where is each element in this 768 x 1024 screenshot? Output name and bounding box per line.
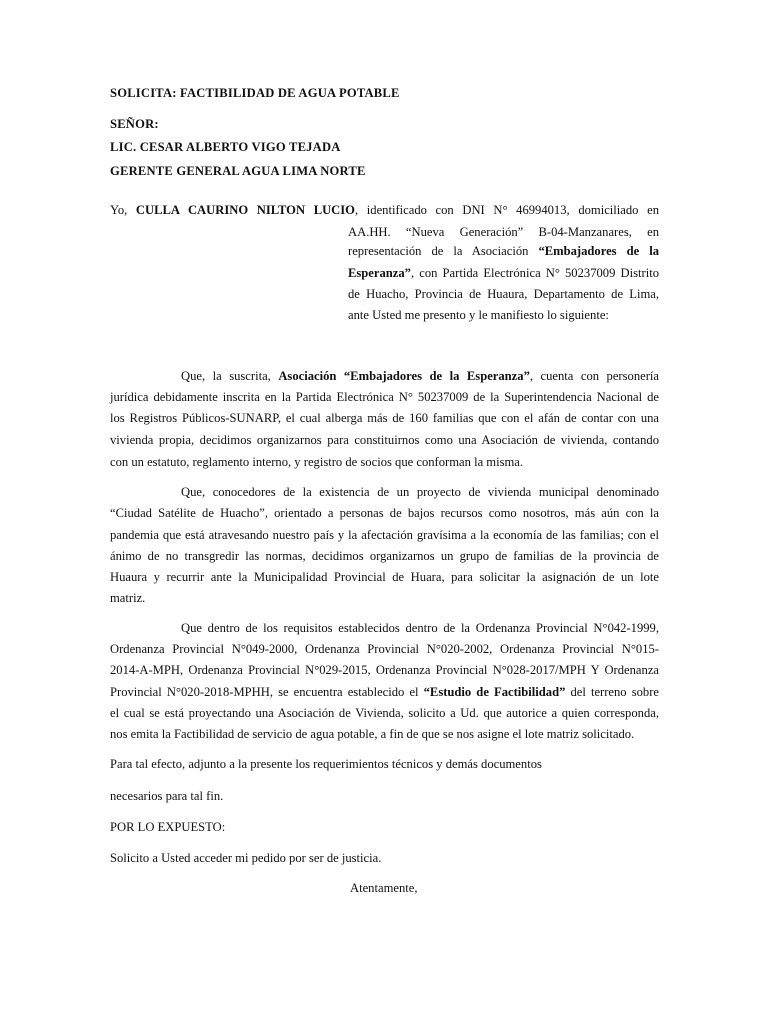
intro-line-3: [348, 243, 659, 259]
intro-line-4-rest: , con Partida Electrónica N° 50237009 Distrito: [410, 266, 659, 280]
para1-line-2: jurídica debidamente inscrita en la Partida Electrónica N° 50237009 de la Superintendencia Nacional de: [110, 390, 659, 404]
association-reference: Asociación “Embajadores de la Esperanza”: [278, 369, 530, 383]
association-name-part2: Esperanza”: [348, 266, 411, 280]
intro-yo: Yo,: [110, 203, 128, 217]
intro-line-6: ante Usted me presento y le manifiesto lo siguiente:: [348, 308, 609, 322]
para1-line-1: [181, 368, 659, 384]
para1-line-4: vivienda propia, decidimos organizarnos para constituirnos como una Asociación de vivienda, contando: [110, 433, 659, 447]
para1-line-3: los Registros Públicos-SUNARP, el cual alberga más de 160 familias que con el afán de contar con una: [110, 411, 659, 425]
para3-line-4: [110, 684, 659, 700]
para1-line-1-pre: Que, la suscrita,: [181, 369, 279, 383]
para2-line-3: pandemia que está atravesando nuestro país y la afectación gravísima a la economía de las familias; con el: [110, 528, 659, 542]
intro-line-1-rest: , identificado con DNI N° 46994013, domiciliado en: [354, 203, 659, 217]
applicant-name: CULLA CAURINO NILTON LUCIO: [135, 203, 355, 217]
intro-line-2: AA.HH. “Nueva Generación” B-04-Manzanares, en: [348, 225, 659, 239]
closing-por-lo-expuesto: POR LO EXPUESTO:: [110, 820, 226, 834]
intro-line-3-text: representación de la Asociación: [348, 244, 539, 258]
para2-line-6: matriz.: [110, 591, 146, 605]
para1-line-5: con un estatuto, reglamento interno, y registro de socios que conforman la misma.: [110, 455, 524, 469]
recipient-title: GERENTE GENERAL AGUA LIMA NORTE: [110, 164, 366, 178]
para3-line-6: nos emita la Factibilidad de servicio de agua potable, a fin de que se nos asigne el lote matriz solicitado.: [110, 727, 635, 741]
association-name-part1: “Embajadores de la: [538, 244, 659, 258]
intro-line-5: de Huacho, Provincia de Huaura, Departamento de Lima,: [348, 287, 659, 301]
para3-line-1: Que dentro de los requisitos establecidos dentro de la Ordenanza Provincial N°042-1999,: [181, 621, 659, 635]
closing-line-2: necesarios para tal fin.: [110, 789, 224, 803]
closing-line-1: Para tal efecto, adjunto a la presente los requerimientos técnicos y demás documentos: [110, 757, 542, 771]
intro-line-1: [110, 202, 659, 218]
para3-line-4-post: del terreno sobre: [565, 685, 659, 699]
para2-line-5: Huaura y recurrir ante la Municipalidad Provincial de Huara, para solicitar la asignación de un lote: [110, 570, 659, 584]
para2-line-4: ánimo de no transgredir las normas, decidimos organizarnos un grupo de familias de la provincia de: [110, 549, 659, 563]
subject-line: SOLICITA: FACTIBILIDAD DE AGUA POTABLE: [110, 86, 400, 100]
para2-line-1: Que, conocedores de la existencia de un proyecto de vivienda municipal denominado: [181, 485, 659, 499]
intro-line-4: [348, 265, 659, 281]
para3-line-5: el cual se está proyectando una Asociación de Vivienda, solicito a Ud. que autorice a quien corresponda,: [110, 706, 659, 720]
para1-line-1-post: , cuenta con personería: [529, 369, 659, 383]
para3-line-4-pre: Provincial N°020-2018-MPHH, se encuentra establecido el: [110, 685, 424, 699]
closing-atentamente: Atentamente,: [350, 881, 418, 895]
feasibility-study-reference: “Estudio de Factibilidad”: [423, 685, 566, 699]
salutation: SEÑOR:: [110, 117, 159, 131]
para3-line-3: 2014-A-MPH, Ordenanza Provincial N°029-2015, Ordenanza Provincial N°028-2017/MPH Y Ordenanza: [110, 663, 659, 677]
recipient-name: LIC. CESAR ALBERTO VIGO TEJADA: [110, 140, 341, 154]
closing-request: Solicito a Usted acceder mi pedido por ser de justicia.: [110, 851, 382, 865]
para2-line-2: “Ciudad Satélite de Huacho”, orientado a personas de bajos recursos como nosotros, más aún con la: [110, 506, 659, 520]
para3-line-2: Ordenanza Provincial N°049-2000, Ordenanza Provincial N°020-2002, Ordenanza Provincial N°015-: [110, 642, 659, 656]
